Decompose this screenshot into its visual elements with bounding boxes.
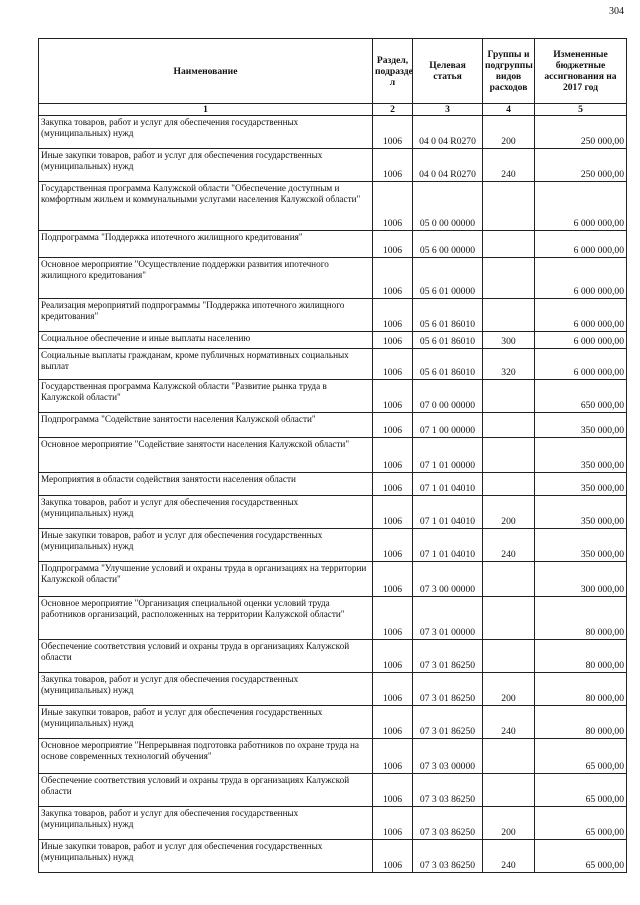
row-name: Мероприятия в области содействия занятости населения области (39, 473, 373, 496)
row-group (483, 473, 535, 496)
column-number: 5 (535, 104, 627, 116)
row-amount: 6 000 000,00 (535, 182, 627, 231)
row-section: 1006 (373, 182, 413, 231)
row-target: 07 1 01 04010 (413, 529, 483, 562)
row-amount: 350 000,00 (535, 473, 627, 496)
table-row (39, 473, 627, 496)
row-name: Подпрограмма "Поддержка ипотечного жилищного кредитования" (39, 231, 373, 258)
table-row (39, 807, 627, 840)
row-group (483, 182, 535, 231)
page-number: 304 (609, 6, 624, 17)
header-groups: Группы и подгруппы видов расходов (483, 39, 535, 104)
table-row (39, 739, 627, 774)
table-row (39, 149, 627, 182)
row-target: 07 3 03 86250 (413, 840, 483, 873)
row-name: Основное мероприятие "Содействие занятости населения Калужской области" (39, 438, 373, 473)
header-section: Раздел, подразде л (373, 39, 413, 104)
row-section: 1006 (373, 597, 413, 640)
row-name: Государственная программа Калужской области "Обеспечение доступным и комфортным жильем и коммунальными услугами населения Калужской области" (39, 182, 373, 231)
row-amount: 6 000 000,00 (535, 231, 627, 258)
row-amount: 250 000,00 (535, 116, 627, 149)
row-group: 200 (483, 496, 535, 529)
row-name: Социальное обеспечение и иные выплаты населению (39, 332, 373, 349)
row-group (483, 562, 535, 597)
row-section: 1006 (373, 496, 413, 529)
row-target: 04 0 04 R0270 (413, 149, 483, 182)
row-section: 1006 (373, 116, 413, 149)
row-section: 1006 (373, 739, 413, 774)
row-section: 1006 (373, 149, 413, 182)
row-target: 07 3 03 86250 (413, 774, 483, 807)
row-target: 07 0 00 00000 (413, 380, 483, 413)
table-row (39, 673, 627, 706)
row-group (483, 597, 535, 640)
row-section: 1006 (373, 231, 413, 258)
row-name: Основное мероприятие "Осуществление поддержки развития ипотечного жилищного кредитования" (39, 258, 373, 299)
header-row (39, 39, 627, 104)
column-number: 3 (413, 104, 483, 116)
row-group: 240 (483, 840, 535, 873)
row-amount: 350 000,00 (535, 438, 627, 473)
row-target: 05 6 01 86010 (413, 299, 483, 332)
row-target: 05 6 01 86010 (413, 332, 483, 349)
row-name: Подпрограмма "Содействие занятости населения Калужской области" (39, 413, 373, 438)
row-amount: 65 000,00 (535, 739, 627, 774)
row-target: 07 1 01 04010 (413, 473, 483, 496)
table-row (39, 182, 627, 231)
row-name: Иные закупки товаров, работ и услуг для обеспечения государственных (муниципальных) нужд (39, 149, 373, 182)
row-section: 1006 (373, 299, 413, 332)
row-target: 05 0 00 00000 (413, 182, 483, 231)
row-target: 05 6 01 00000 (413, 258, 483, 299)
row-section: 1006 (373, 413, 413, 438)
table-row (39, 380, 627, 413)
table-row (39, 496, 627, 529)
row-name: Подпрограмма "Улучшение условий и охраны труда в организациях на территории Калужской области" (39, 562, 373, 597)
row-name: Закупка товаров, работ и услуг для обеспечения государственных (муниципальных) нужд (39, 496, 373, 529)
row-section: 1006 (373, 529, 413, 562)
row-group (483, 640, 535, 673)
row-section: 1006 (373, 706, 413, 739)
row-group: 200 (483, 807, 535, 840)
row-target: 07 3 01 00000 (413, 597, 483, 640)
row-group: 240 (483, 529, 535, 562)
table-row (39, 597, 627, 640)
row-name: Основное мероприятие "Организация специальной оценки условий труда работников организаций, расположенных на территории Калужской области" (39, 597, 373, 640)
column-number: 4 (483, 104, 535, 116)
row-target: 07 1 01 00000 (413, 438, 483, 473)
row-amount: 80 000,00 (535, 640, 627, 673)
row-target: 07 3 03 00000 (413, 739, 483, 774)
row-name: Закупка товаров, работ и услуг для обеспечения государственных (муниципальных) нужд (39, 116, 373, 149)
row-amount: 250 000,00 (535, 149, 627, 182)
table-row (39, 640, 627, 673)
row-amount: 300 000,00 (535, 562, 627, 597)
header-amount: Измененные бюджетные ассигнования на 2017 год (535, 39, 627, 104)
row-amount: 65 000,00 (535, 774, 627, 807)
row-amount: 65 000,00 (535, 840, 627, 873)
table-body (39, 116, 627, 873)
row-amount: 6 000 000,00 (535, 332, 627, 349)
row-name: Государственная программа Калужской области "Развитие рынка труда в Калужской области" (39, 380, 373, 413)
row-section: 1006 (373, 258, 413, 299)
row-section: 1006 (373, 380, 413, 413)
table-row (39, 116, 627, 149)
table-row (39, 413, 627, 438)
table-row (39, 706, 627, 739)
header-name: Наименование (39, 39, 373, 104)
row-name: Основное мероприятие "Непрерывная подготовка работников по охране труда на основе современных технологий обучения" (39, 739, 373, 774)
table-row (39, 332, 627, 349)
table-row (39, 529, 627, 562)
row-group (483, 774, 535, 807)
row-group (483, 299, 535, 332)
row-name: Иные закупки товаров, работ и услуг для обеспечения государственных (муниципальных) нужд (39, 840, 373, 873)
row-name: Реализация мероприятий подпрограммы "Поддержка ипотечного жилищного кредитования" (39, 299, 373, 332)
row-amount: 80 000,00 (535, 706, 627, 739)
budget-table (38, 38, 627, 873)
column-number: 1 (39, 104, 373, 116)
row-amount: 80 000,00 (535, 597, 627, 640)
row-section: 1006 (373, 562, 413, 597)
row-amount: 6 000 000,00 (535, 258, 627, 299)
column-number-row (39, 104, 627, 116)
row-amount: 350 000,00 (535, 413, 627, 438)
header-target: Целевая статья (413, 39, 483, 104)
row-group: 200 (483, 116, 535, 149)
row-group: 200 (483, 673, 535, 706)
row-group (483, 231, 535, 258)
row-name: Социальные выплаты гражданам, кроме публичных нормативных социальных выплат (39, 349, 373, 380)
row-target: 07 1 01 04010 (413, 496, 483, 529)
table-row (39, 349, 627, 380)
row-name: Закупка товаров, работ и услуг для обеспечения государственных (муниципальных) нужд (39, 673, 373, 706)
row-group (483, 739, 535, 774)
row-group: 240 (483, 706, 535, 739)
row-group (483, 258, 535, 299)
row-section: 1006 (373, 807, 413, 840)
table-row (39, 438, 627, 473)
row-target: 07 3 00 00000 (413, 562, 483, 597)
table-row (39, 840, 627, 873)
row-name: Закупка товаров, работ и услуг для обеспечения государственных (муниципальных) нужд (39, 807, 373, 840)
row-amount: 6 000 000,00 (535, 299, 627, 332)
row-target: 07 3 03 86250 (413, 807, 483, 840)
row-amount: 6 000 000,00 (535, 349, 627, 380)
row-group (483, 380, 535, 413)
row-target: 07 3 01 86250 (413, 673, 483, 706)
row-target: 05 6 01 86010 (413, 349, 483, 380)
row-section: 1006 (373, 774, 413, 807)
table-row (39, 258, 627, 299)
row-section: 1006 (373, 673, 413, 706)
row-amount: 350 000,00 (535, 529, 627, 562)
row-group (483, 413, 535, 438)
row-target: 07 3 01 86250 (413, 640, 483, 673)
row-section: 1006 (373, 332, 413, 349)
row-section: 1006 (373, 438, 413, 473)
table-row (39, 231, 627, 258)
row-name: Обеспечение соответствия условий и охраны труда в организациях Калужской области (39, 640, 373, 673)
row-group (483, 438, 535, 473)
row-group: 240 (483, 149, 535, 182)
row-name: Обеспечение соответствия условий и охраны труда в организациях Калужской области (39, 774, 373, 807)
row-amount: 65 000,00 (535, 807, 627, 840)
table-row (39, 299, 627, 332)
row-group: 300 (483, 332, 535, 349)
table-row (39, 562, 627, 597)
row-amount: 650 000,00 (535, 380, 627, 413)
row-target: 05 6 00 00000 (413, 231, 483, 258)
row-section: 1006 (373, 473, 413, 496)
row-section: 1006 (373, 840, 413, 873)
row-name: Иные закупки товаров, работ и услуг для обеспечения государственных (муниципальных) нужд (39, 529, 373, 562)
row-amount: 350 000,00 (535, 496, 627, 529)
table-row (39, 774, 627, 807)
row-section: 1006 (373, 640, 413, 673)
row-target: 07 1 00 00000 (413, 413, 483, 438)
row-name: Иные закупки товаров, работ и услуг для обеспечения государственных (муниципальных) нужд (39, 706, 373, 739)
row-group: 320 (483, 349, 535, 380)
column-number: 2 (373, 104, 413, 116)
row-section: 1006 (373, 349, 413, 380)
row-amount: 80 000,00 (535, 673, 627, 706)
row-target: 07 3 01 86250 (413, 706, 483, 739)
row-target: 04 0 04 R0270 (413, 116, 483, 149)
